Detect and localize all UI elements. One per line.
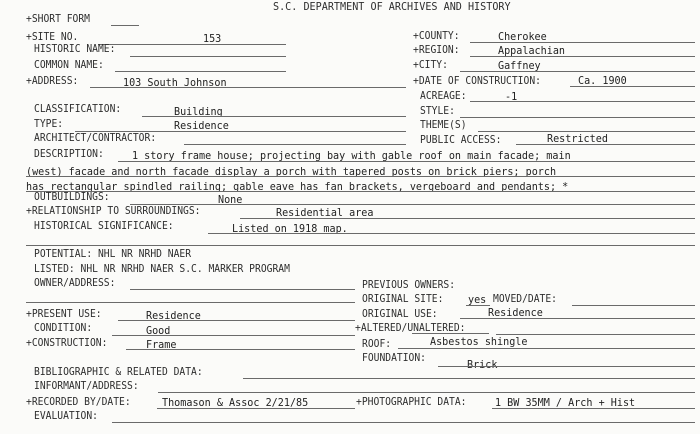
classification-value: Building <box>174 105 223 118</box>
region-value: Appalachian <box>498 44 566 57</box>
original-site-line <box>466 305 490 306</box>
present-use-label: +PRESENT USE: <box>26 308 102 320</box>
city-value: Gaffney <box>498 59 541 72</box>
owner-extra-line <box>26 302 355 303</box>
condition-value: Good <box>146 324 171 337</box>
present-use-line <box>118 320 355 321</box>
themes-label: THEME(S) <box>420 119 467 131</box>
date-of-construction-value: Ca. 1900 <box>578 74 627 87</box>
foundation-line <box>438 366 695 367</box>
historic-name-label: HISTORIC NAME: <box>34 43 116 55</box>
style-line <box>460 117 695 118</box>
relationship-value: Residential area <box>276 206 374 219</box>
recorded-by-line <box>157 408 355 409</box>
description-label: DESCRIPTION: <box>34 148 104 160</box>
city-label: +CITY: <box>413 59 448 71</box>
type-value: Residence <box>174 119 229 132</box>
public-access-value: Restricted <box>547 132 608 145</box>
foundation-value: Brick <box>467 358 498 371</box>
site-no-line <box>98 44 286 45</box>
description-rule-1 <box>118 161 695 162</box>
description-line-3: has rectangular spindled railing; gable eave has fan brackets, vergeboard and pendants; * <box>26 180 569 193</box>
informant-address-line <box>158 392 695 393</box>
significance-extra-line <box>26 245 695 246</box>
owner-address-label: OWNER/ADDRESS: <box>34 277 116 289</box>
original-use-label: ORIGINAL USE: <box>362 308 438 320</box>
architect-line <box>184 144 406 145</box>
acreage-value: -1 <box>505 90 518 103</box>
public-access-label: PUBLIC ACCESS: <box>420 134 502 146</box>
relationship-line <box>240 218 695 219</box>
roof-line <box>398 348 695 349</box>
historic-name-line <box>130 56 286 57</box>
outbuildings-label: OUTBUILDINGS: <box>34 191 110 203</box>
original-use-value: Residence <box>488 306 543 319</box>
classification-line <box>142 116 406 117</box>
classification-label: CLASSIFICATION: <box>34 103 122 115</box>
relationship-label: +RELATIONSHIP TO SURROUNDINGS: <box>26 205 201 217</box>
original-site-label: ORIGINAL SITE: <box>362 293 444 305</box>
historical-significance-value: Listed on 1918 map. <box>232 222 348 235</box>
region-label: +REGION: <box>413 44 460 56</box>
photographic-data-value: 1 BW 35MM / Arch + Hist <box>495 396 636 409</box>
outbuildings-value: None <box>218 193 243 206</box>
informant-address-label: INFORMANT/ADDRESS: <box>34 380 139 392</box>
construction-value: Frame <box>146 338 177 351</box>
public-access-line <box>516 144 695 145</box>
common-name-line <box>115 71 286 72</box>
style-label: STYLE: <box>420 105 455 117</box>
roof-value: Asbestos shingle <box>430 335 528 348</box>
original-site-value: yes <box>468 293 487 306</box>
county-value: Cherokee <box>498 30 547 43</box>
outbuildings-line <box>130 204 695 205</box>
historical-significance-label: HISTORICAL SIGNIFICANCE: <box>34 220 174 232</box>
short-form-label: +SHORT FORM <box>26 13 90 25</box>
county-line <box>470 42 695 43</box>
short-form-line <box>111 25 139 26</box>
address-label: +ADDRESS: <box>26 75 79 87</box>
common-name-label: COMMON NAME: <box>34 59 104 71</box>
type-label: TYPE: <box>34 118 64 130</box>
date-of-construction-label: +DATE OF CONSTRUCTION: <box>413 75 541 87</box>
moved-date-line <box>572 305 695 306</box>
photographic-data-label: +PHOTOGRAPHIC DATA: <box>356 396 467 408</box>
recorded-by-value: Thomason & Assoc 2/21/85 <box>162 396 309 409</box>
potential-label: POTENTIAL: NHL NR NRHD NAER <box>34 248 192 260</box>
previous-owners-label: PREVIOUS OWNERS: <box>362 279 456 291</box>
construction-line <box>126 349 355 350</box>
condition-label: CONDITION: <box>34 322 93 334</box>
evaluation-label: EVALUATION: <box>34 410 98 422</box>
acreage-line <box>470 101 695 102</box>
present-use-value: Residence <box>146 309 201 322</box>
address-line <box>90 87 406 88</box>
date-of-construction-line <box>570 86 695 87</box>
foundation-label: FOUNDATION: <box>362 352 426 364</box>
altered-unaltered-label: +ALTERED/UNALTERED: <box>355 322 466 334</box>
photographic-data-line <box>492 408 695 409</box>
description-rule-2 <box>26 176 695 177</box>
form-header: S.C. DEPARTMENT OF ARCHIVES AND HISTORY <box>273 0 511 13</box>
site-no-value: 153 <box>203 32 222 45</box>
description-line-1: 1 story frame house; projecting bay with gable roof on main facade; main <box>132 149 571 162</box>
bibliographic-line <box>243 378 695 379</box>
listed-label: LISTED: NHL NR NRHD NAER S.C. MARKER PROGRAM <box>34 263 290 275</box>
city-line <box>460 71 695 72</box>
evaluation-line <box>112 422 695 423</box>
region-line <box>470 56 695 57</box>
architect-label: ARCHITECT/CONTRACTOR: <box>34 132 157 144</box>
condition-line <box>112 335 355 336</box>
roof-label: ROOF: <box>362 338 392 350</box>
owner-address-line <box>130 289 355 290</box>
county-label: +COUNTY: <box>413 30 460 42</box>
moved-date-label: MOVED/DATE: <box>493 293 557 305</box>
recorded-by-label: +RECORDED BY/DATE: <box>26 396 131 408</box>
original-use-line <box>460 318 695 319</box>
unaltered-underline <box>412 333 489 334</box>
site-no-label: +SITE NO. <box>26 31 79 43</box>
construction-label: +CONSTRUCTION: <box>26 337 108 349</box>
description-rule-3 <box>26 191 695 192</box>
acreage-label: ACREAGE: <box>420 90 467 102</box>
address-value: 103 South Johnson <box>123 76 227 89</box>
description-line-2: (west) facade and north facade display a porch with tapered posts on brick piers; porch <box>26 165 557 178</box>
historical-significance-line <box>208 233 695 234</box>
bibliographic-label: BIBLIOGRAPHIC & RELATED DATA: <box>34 366 203 378</box>
